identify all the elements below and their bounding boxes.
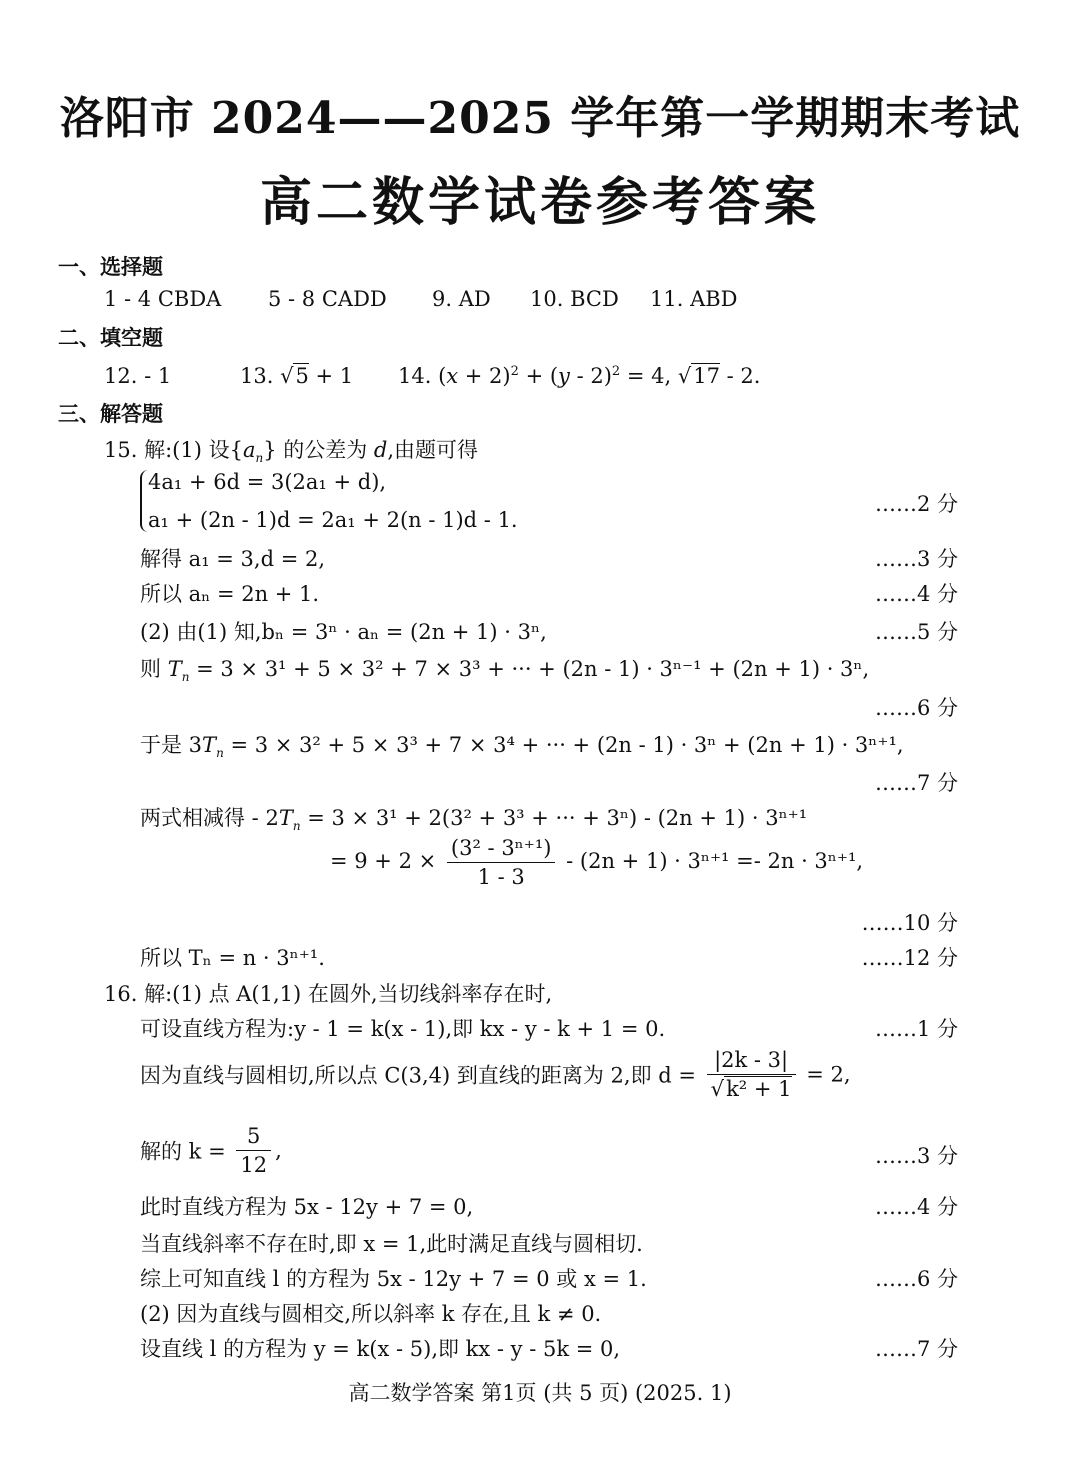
fraction: $\frac{|2k - 3|}{\text{√k² + 1}}$ bbox=[707, 1048, 796, 1101]
choice-answer: 9. AD bbox=[432, 287, 491, 311]
answer-sheet-title: 高二数学试卷参考答案 bbox=[259, 172, 820, 233]
score-mark: ……3 分 bbox=[874, 547, 958, 571]
score-mark: ……7 分 bbox=[874, 771, 958, 795]
choice-answer: 10. BCD bbox=[530, 287, 619, 311]
q15-solve: 解得 a₁ = 3,d = 2, bbox=[140, 547, 326, 571]
q16-tangent: 因为直线与圆相切,所以点 C(3,4) 到直线的距离为 2,即 d = $\frac{|2k - 3|}{\text{√k² + 1}}$ = 2, bbox=[140, 1048, 851, 1101]
choice-answer: 1 - 4 CBDA bbox=[104, 287, 222, 311]
choice-answer: 5 - 8 CADD bbox=[268, 287, 387, 311]
q15-simplify: = 9 + 2 × $\frac{\text{(3² - 3ⁿ⁺¹)}}{1 - 3}$ - (2n + 1) · 3ⁿ⁺¹ =- 2n · 3ⁿ⁺¹, bbox=[330, 836, 864, 889]
q16-intro: 16. 解:(1) 点 A(1,1) 在圆外,当切线斜率存在时, bbox=[104, 982, 553, 1006]
q15-intro: 15. 解:(1) 设$\{a_n\}$ 的公差为 d,由题可得 bbox=[104, 438, 479, 466]
q16-solve-k: 解的 k = $\frac{5}{12}$ , bbox=[140, 1124, 282, 1177]
fraction: $\frac{\text{(3² - 3ⁿ⁺¹)}}{1 - 3}$ bbox=[447, 836, 556, 889]
q15-conclusion: 所以 Tₙ = n · 3ⁿ⁺¹. bbox=[140, 946, 325, 970]
score-mark: ……3 分 bbox=[874, 1144, 958, 1168]
q16-part2-line: 设直线 l 的方程为 y = k(x - 5),即 kx - y - 5k = 0, bbox=[140, 1337, 621, 1361]
score-mark: ……2 分 bbox=[874, 492, 958, 516]
section-choice: 一、选择题 bbox=[58, 255, 163, 279]
fill-answer-14: 14. $(x + 2)^2 + (y - 2)^2 = 4$, √17 - 2. bbox=[398, 364, 761, 388]
q15-an: 所以 aₙ = 2n + 1. bbox=[140, 582, 320, 606]
q15-part2: (2) 由(1) 知,bₙ = 3ⁿ · aₙ = (2n + 1) · 3ⁿ, bbox=[140, 620, 547, 644]
q15-subtract: 两式相减得 - $2T_n = 3 \times 3^1 + 2(3^2 + 3^3$ + ··· + 3ⁿ) - (2n + 1) · 3ⁿ⁺¹ bbox=[140, 806, 808, 834]
q15-system-eq2: a₁ + (2n - 1)d = 2a₁ + 2(n - 1)d - 1. bbox=[148, 508, 518, 532]
q16-no-slope: 当直线斜率不存在时,即 x = 1,此时满足直线与圆相切. bbox=[140, 1232, 643, 1256]
q15-tn: 则 $T_n = 3 \times 3^1 + 5 \times 3^2 + 7 \times 3^3$ + ··· + (2n - 1) · 3ⁿ⁻¹ + (2n + 1) · 3ⁿ, bbox=[140, 657, 870, 685]
score-mark: ……5 分 bbox=[874, 620, 958, 644]
q15-system-eq1: 4a₁ + 6d = 3(2a₁ + d), bbox=[148, 470, 387, 494]
score-mark: ……4 分 bbox=[874, 582, 958, 606]
section-solutions: 三、解答题 bbox=[58, 402, 163, 426]
choice-answer: 11. ABD bbox=[650, 287, 738, 311]
fraction: $\frac{5}{12}$ bbox=[236, 1124, 271, 1177]
fill-answer-13: 13. √5 + 1 bbox=[240, 364, 354, 388]
score-mark: ……10 分 bbox=[861, 911, 958, 935]
q16-summary: 综上可知直线 l 的方程为 5x - 12y + 7 = 0 或 x = 1. bbox=[140, 1267, 647, 1291]
q15-3tn: 于是 $3T_n = 3 \times 3^2 + 5 \times 3^3 + 7 \times 3^4$ + ··· + (2n - 1) · 3ⁿ + (2n + 1) · 3ⁿ⁺¹, bbox=[140, 733, 904, 761]
q16-part2: (2) 因为直线与圆相交,所以斜率 k 存在,且 k ≠ 0. bbox=[140, 1302, 602, 1326]
score-mark: ……4 分 bbox=[874, 1195, 958, 1219]
q16-line-eq: 可设直线方程为:y - 1 = k(x - 1),即 kx - y - k + 1 = 0. bbox=[140, 1017, 666, 1041]
score-mark: ……6 分 bbox=[874, 696, 958, 720]
q16-line-result: 此时直线方程为 5x - 12y + 7 = 0, bbox=[140, 1195, 474, 1219]
exam-title: 洛阳市 2024——2025 学年第一学期期末考试 bbox=[59, 93, 1021, 144]
score-mark: ……12 分 bbox=[861, 946, 958, 970]
score-mark: ……6 分 bbox=[874, 1267, 958, 1291]
section-fill: 二、填空题 bbox=[58, 326, 163, 350]
fill-answer-12: 12. - 1 bbox=[104, 364, 172, 388]
page-footer: 高二数学答案 第1页 (共 5 页) (2025. 1) bbox=[348, 1381, 732, 1405]
score-mark: ……1 分 bbox=[874, 1017, 958, 1041]
score-mark: ……7 分 bbox=[874, 1337, 958, 1361]
